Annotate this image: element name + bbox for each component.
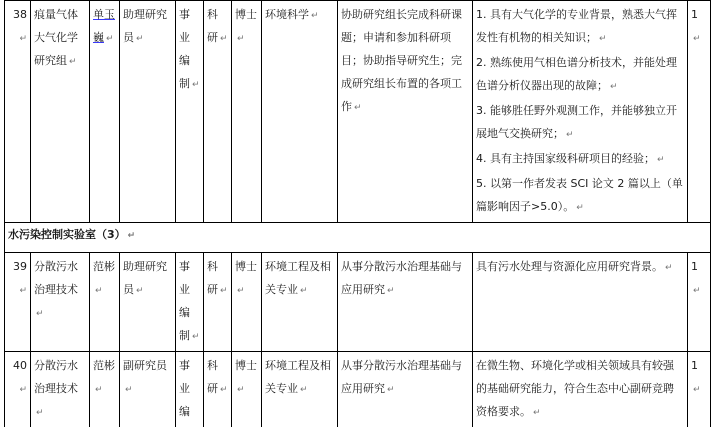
title-cell: 助理研究员 ↵	[120, 253, 176, 352]
requirements-cell: 具有污水处理与资源化应用研究背景。 ↵	[473, 253, 688, 352]
person-cell: 范彬↵	[90, 352, 120, 427]
count-cell: 1↵	[688, 1, 711, 223]
duties-cell: 从事分散污水治理基础与应用研究 ↵	[338, 352, 473, 427]
section-header: 水污染控制实验室（3） ↵	[5, 223, 711, 253]
title-cell: 副研究员↵	[120, 352, 176, 427]
row-number: 40↵	[5, 352, 31, 427]
requirement-item: 4. 具有主持国家级科研项目的经验； ↵	[476, 152, 665, 165]
section-row	[5, 223, 711, 253]
requirements-cell	[473, 1, 688, 223]
staffing-cell: 事业编制 ↵	[176, 1, 204, 223]
degree-cell: 博士↵	[232, 352, 262, 427]
requirements-cell: 在微生物、环境化学或相关领域具有较强的基础研究能力，符合生态中心副研竞聘资格要求。 ↵	[473, 352, 688, 427]
category-cell: 科研 ↵	[204, 352, 232, 427]
row-number: 39↵	[5, 253, 31, 352]
requirement-item: 1. 具有大气化学的专业背景，熟悉大气挥发性有机物的相关知识； ↵	[476, 8, 677, 44]
position-cell: 分散污水治理技术↵	[31, 352, 90, 427]
staffing-cell: 事业编制 ↵	[176, 253, 204, 352]
major-cell: 环境工程及相关专业 ↵	[262, 352, 338, 427]
table-row	[5, 1, 711, 223]
category-cell: 科研 ↵	[204, 1, 232, 223]
row-number: 38↵	[5, 1, 31, 223]
requirement-item: 3. 能够胜任野外观测工作，并能够独立开展地气交换研究； ↵	[476, 104, 677, 140]
table-row	[5, 253, 711, 352]
degree-cell: 博士↵	[232, 253, 262, 352]
recruitment-table	[4, 0, 711, 427]
degree-cell: 博士↵	[232, 1, 262, 223]
staffing-cell: 事业编	[176, 352, 204, 427]
duties-cell: 从事分散污水治理基础与应用研究 ↵	[338, 253, 473, 352]
requirement-item: 5. 以第一作者发表 SCI 论文 2 篇以上（单篇影响因子>5.0）。 ↵	[476, 177, 683, 213]
count-cell: 1↵	[688, 352, 711, 427]
person-cell: 单玉巍 ↵	[90, 1, 120, 223]
table-row	[5, 352, 711, 427]
count-cell: 1↵	[688, 253, 711, 352]
major-cell: 环境工程及相关专业 ↵	[262, 253, 338, 352]
person-cell: 范彬↵	[90, 253, 120, 352]
title-cell: 助理研究员 ↵	[120, 1, 176, 223]
position-cell: 分散污水治理技术↵	[31, 253, 90, 352]
requirement-item: 2. 熟练使用气相色谱分析技术，并能处理色谱分析仪器出现的故障； ↵	[476, 56, 677, 92]
duties-cell: 协助研究组长完成科研课题；申请和参加科研项目；协助指导研究生；完成研究组长布置的各项工作 ↵	[338, 1, 473, 223]
category-cell: 科研 ↵	[204, 253, 232, 352]
position-cell: 痕量气体大气化学研究组 ↵	[31, 1, 90, 223]
major-cell: 环境科学 ↵	[262, 1, 338, 223]
